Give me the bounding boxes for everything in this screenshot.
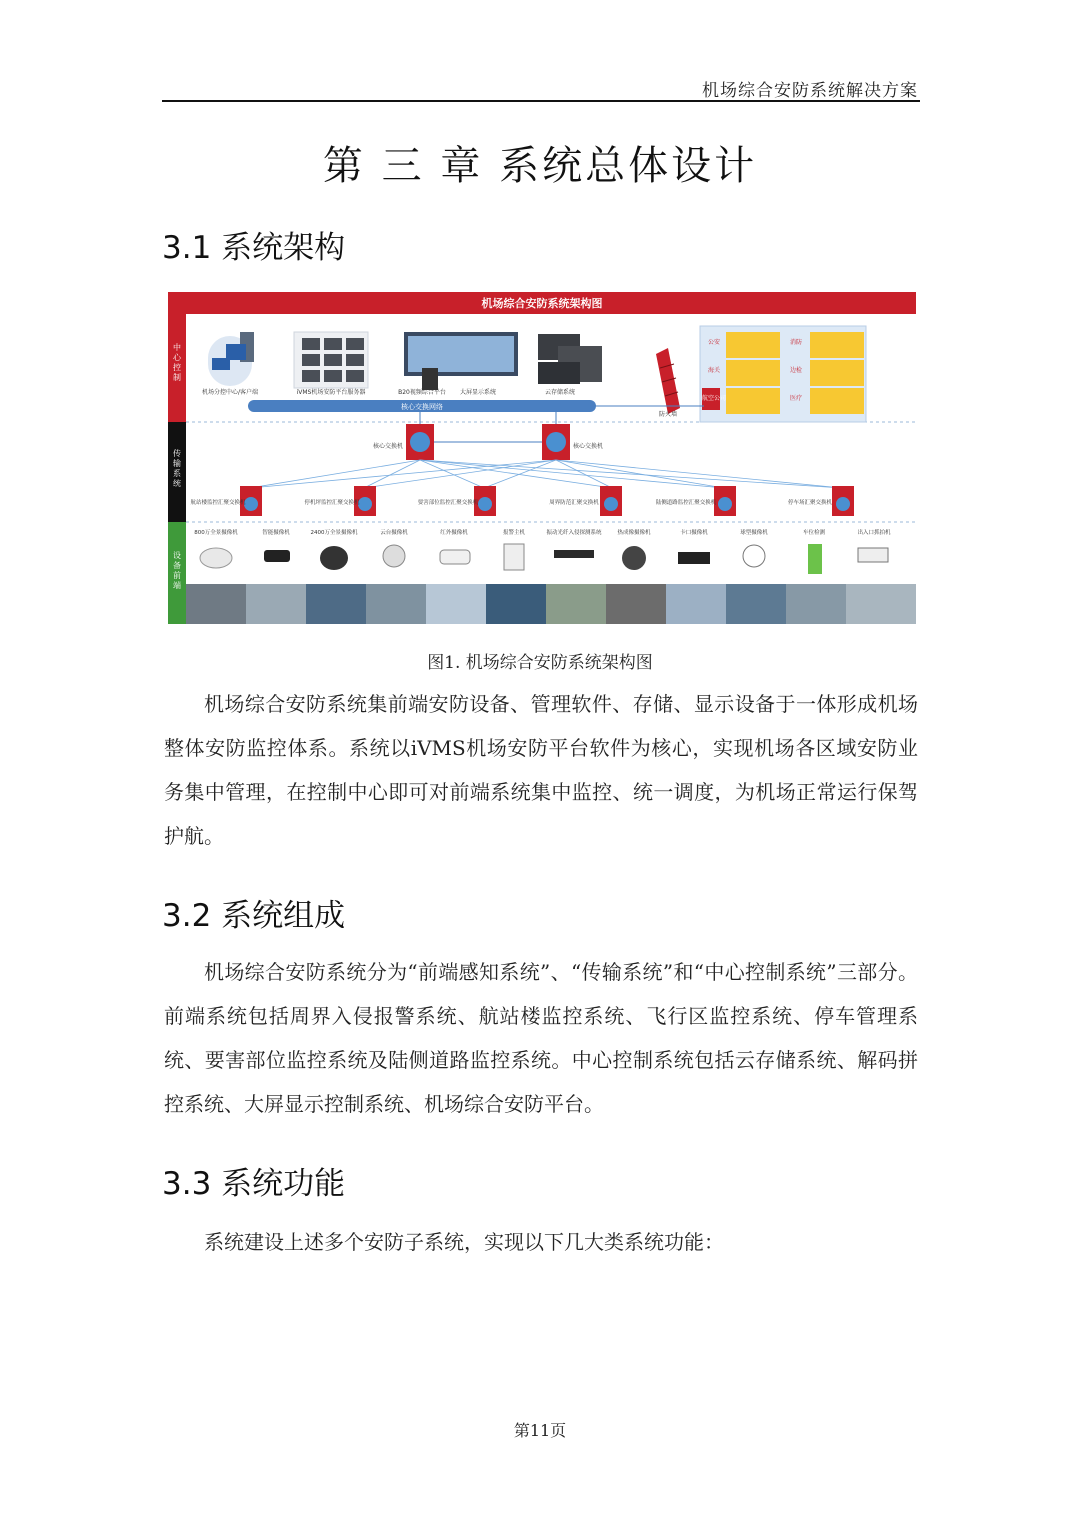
cloud-storage-icon <box>538 334 602 384</box>
section-heading-3-2: 3.2 系统组成 <box>162 898 346 934</box>
layer-label-center: 中心控制 <box>173 343 181 382</box>
video-wall-icon <box>404 332 518 390</box>
svg-text:陆侧道路监控汇聚交换机: 陆侧道路监控汇聚交换机 <box>655 500 717 506</box>
svg-text:云存储系统: 云存储系统 <box>544 389 576 396</box>
svg-text:消防: 消防 <box>789 339 803 346</box>
svg-text:B20视频综合平台: B20视频综合平台 <box>398 389 446 396</box>
section-heading-3-3: 3.3 系统功能 <box>162 1166 346 1202</box>
svg-text:卡口摄像机: 卡口摄像机 <box>680 530 708 536</box>
svg-text:出入口抓拍机: 出入口抓拍机 <box>857 530 891 536</box>
paragraph-composition: 机场综合安防系统分为“前端感知系统”、“传输系统”和“中心控制系统”三部分。前端系统包括周界入侵报警系统、航站楼监控系统、飞行区监控系统、停车管理系统、要害部位监控系统及陆侧道路监控系统。中心控制系统包括云存储系统、解码拼控系统、大屏显示控制系统、机场综合安防平台。 <box>164 960 918 1116</box>
chapter-title: 第 三 章 系统总体设计 <box>322 143 758 189</box>
svg-text:800万全景摄像机: 800万全景摄像机 <box>194 530 238 536</box>
svg-text:停机坪监控汇聚交换机: 停机坪监控汇聚交换机 <box>304 500 360 506</box>
header-rule <box>162 100 920 102</box>
svg-text:航空公司: 航空公司 <box>701 395 727 402</box>
svg-text:海关: 海关 <box>707 367 721 374</box>
external-agencies-panel <box>700 326 866 422</box>
svg-text:航站楼监控汇聚交换机: 航站楼监控汇聚交换机 <box>190 500 246 506</box>
paragraph-architecture: 机场综合安防系统集前端安防设备、管理软件、存储、显示设备于一体形成机场整体安防监控体系。系统以iVMS机场安防平台软件为核心，实现机场各区域安防业务集中管理，在控制中心即可对前端系统集中监控、统一调度，为机场正常运行保驾护航。 <box>164 692 918 848</box>
svg-text:医疗: 医疗 <box>789 395 803 402</box>
svg-text:大屏显示系统: 大屏显示系统 <box>459 389 497 396</box>
svg-text:边检: 边检 <box>789 367 803 374</box>
firewall-icon <box>656 348 680 414</box>
svg-text:iVMS机场安防平台服务器: iVMS机场安防平台服务器 <box>296 389 366 396</box>
layer-label-transport: 传输系统 <box>173 449 181 488</box>
figure-caption: 图1. 机场综合安防系统架构图 <box>427 653 653 673</box>
switch-links <box>250 460 842 488</box>
svg-text:振动光纤入侵探测系统: 振动光纤入侵探测系统 <box>546 530 602 536</box>
header-doc-title: 机场综合安防系统解决方案 <box>702 81 918 101</box>
svg-text:车位检测: 车位检测 <box>802 530 826 536</box>
svg-text:要害部位监控汇聚交换机: 要害部位监控汇聚交换机 <box>417 500 479 506</box>
svg-text:报警主机: 报警主机 <box>502 530 526 536</box>
svg-text:热成像摄像机: 热成像摄像机 <box>617 530 651 536</box>
device-labels <box>194 528 891 536</box>
svg-text:红外摄像机: 红外摄像机 <box>440 530 468 536</box>
svg-text:2400万全景摄像机: 2400万全景摄像机 <box>310 530 358 536</box>
page-number: 第11页 <box>513 1421 567 1440</box>
svg-text:防火墙: 防火墙 <box>658 411 678 418</box>
svg-text:云台摄像机: 云台摄像机 <box>380 530 408 536</box>
svg-text:核心交换机: 核心交换机 <box>372 443 404 450</box>
platform-server-icon <box>294 332 368 388</box>
svg-text:智能摄像机: 智能摄像机 <box>262 530 290 536</box>
diagram-title: 机场综合安防系统架构图 <box>481 297 603 310</box>
client-computer-icon <box>208 332 254 386</box>
svg-text:核心交换网络: 核心交换网络 <box>401 403 443 411</box>
core-switch-1-icon <box>406 424 434 460</box>
svg-text:公安: 公安 <box>707 339 721 346</box>
architecture-diagram <box>168 292 916 624</box>
scene-photo-strip <box>186 584 916 624</box>
svg-text:球型摄像机: 球型摄像机 <box>740 530 768 536</box>
camera-icons <box>200 544 888 574</box>
layer-label-frontend: 设备前端 <box>173 551 181 590</box>
paragraph-functions: 系统建设上述多个安防子系统，实现以下几大类系统功能： <box>204 1230 724 1254</box>
svg-text:停车场汇聚交换机: 停车场汇聚交换机 <box>787 500 833 506</box>
core-switch-2-icon <box>542 424 570 460</box>
svg-text:周界防范汇聚交换机: 周界防范汇聚交换机 <box>549 500 599 506</box>
svg-text:核心交换机: 核心交换机 <box>572 443 604 450</box>
svg-text:机场分控中心/客户端: 机场分控中心/客户端 <box>201 389 259 396</box>
section-heading-3-1: 3.1 系统架构 <box>162 230 346 266</box>
